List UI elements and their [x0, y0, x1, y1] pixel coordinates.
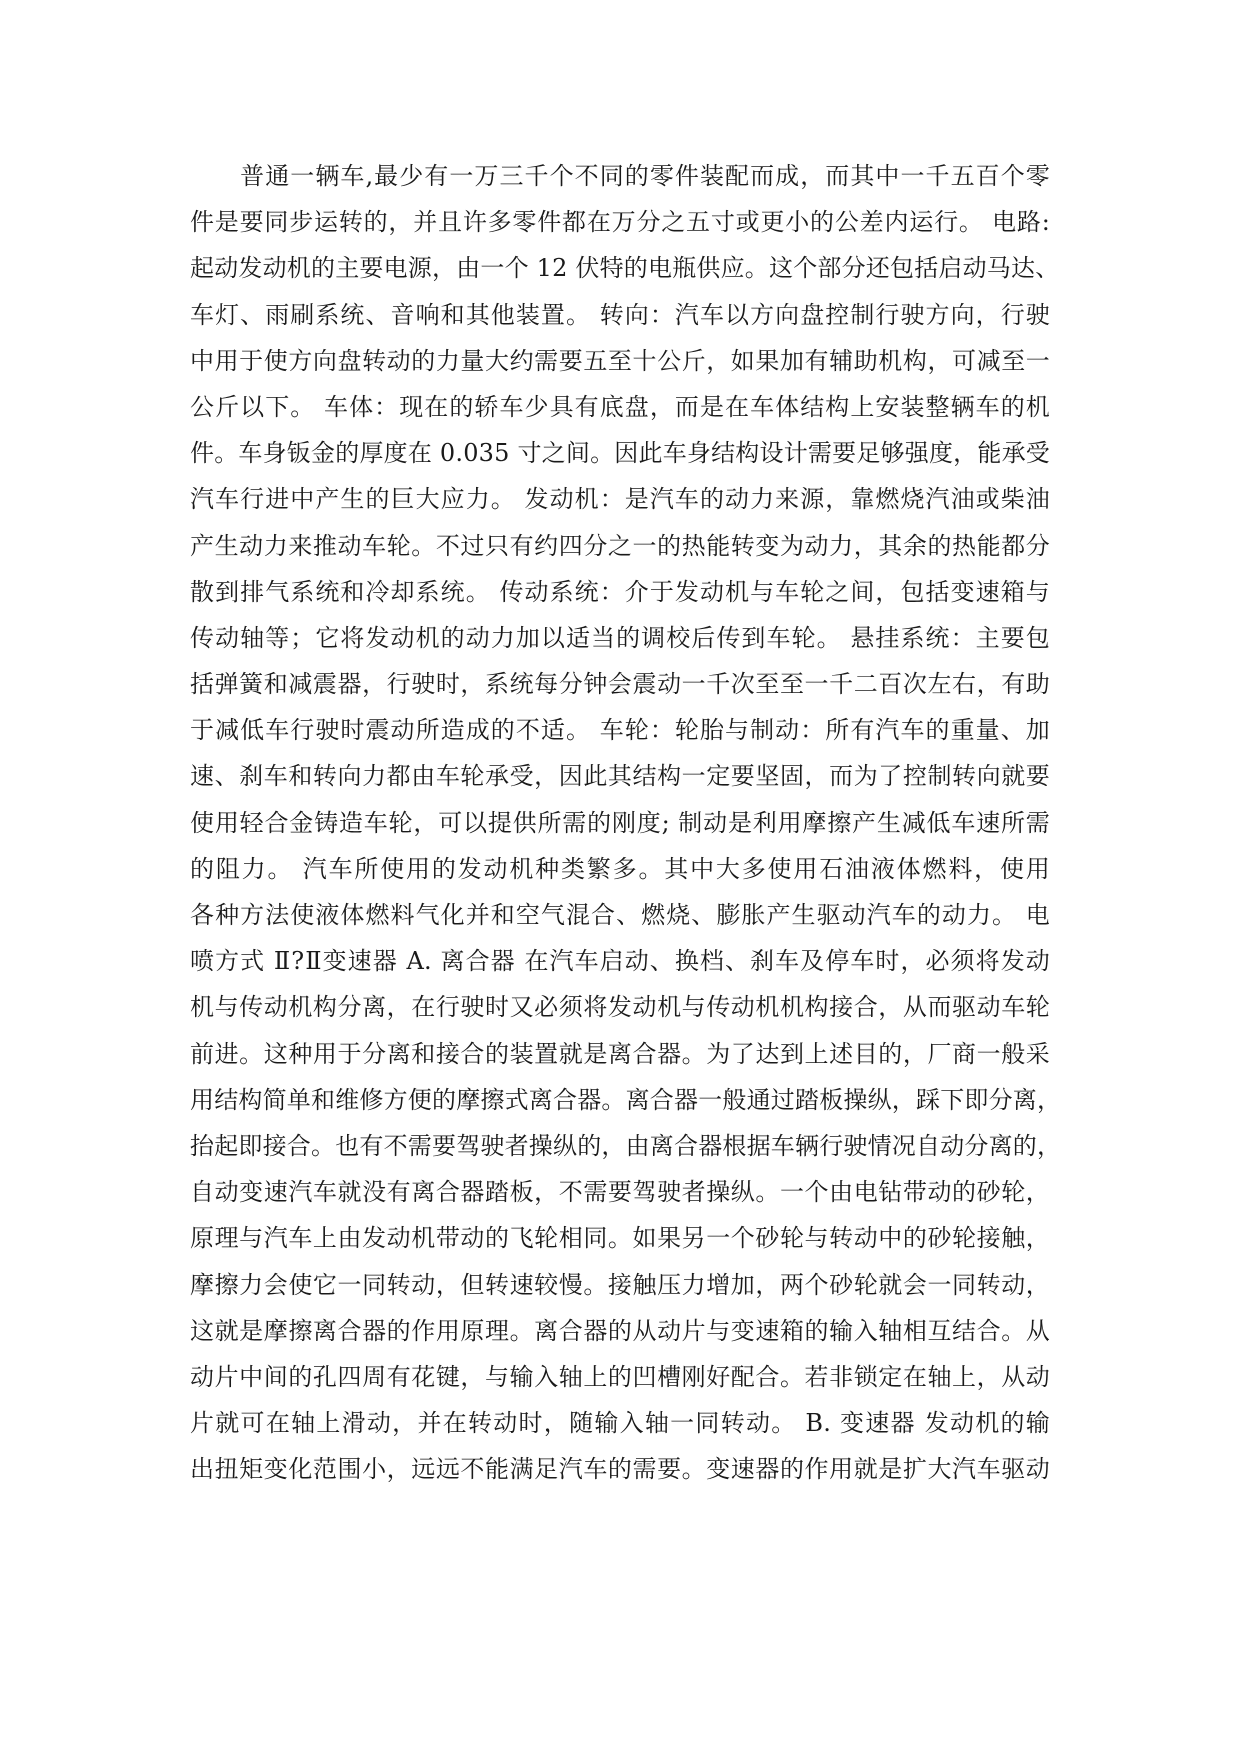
text-line: 出扭矩变化范围小，远远不能满足汽车的需要。变速器的作用就是扩大汽车驱动: [190, 1455, 1050, 1484]
text-line: 中用于使方向盘转动的力量大约需要五至十公斤，如果加有辅助机构，可减至一: [190, 346, 1050, 375]
text-line: 散到排气系统和冷却系统。 传动系统：介于发动机与车轮之间，包括变速箱与: [190, 577, 1050, 606]
text-line: 车灯、雨刷系统、音响和其他装置。 转向：汽车以方向盘控制行驶方向，行驶: [190, 300, 1050, 329]
text-line: 使用轻合金铸造车轮，可以提供所需的刚度; 制动是利用摩擦产生减低车速所需: [190, 808, 1050, 837]
text-line: 自动变速汽车就没有离合器踏板，不需要驾驶者操纵。一个由电钻带动的砂轮，: [190, 1178, 1050, 1207]
text-line: 起动发动机的主要电源，由一个 12 伏特的电瓶供应。这个部分还包括启动马达、: [190, 254, 1060, 283]
text-line: 传动轴等；它将发动机的动力加以适当的调校后传到车轮。 悬挂系统：主要包: [190, 623, 1050, 652]
text-line: 产生动力来推动车轮。不过只有约四分之一的热能转变为动力，其余的热能都分: [190, 531, 1050, 560]
text-line: 公斤以下。 车体：现在的轿车少具有底盘，而是在车体结构上安装整辆车的机: [190, 392, 1050, 421]
text-line: 普通一辆车,最少有一万三千个不同的零件装配而成，而其中一千五百个零: [190, 162, 1050, 190]
text-line: 括弹簧和减震器，行驶时，系统每分钟会震动一千次至至一千二百次左右，有助: [190, 670, 1050, 699]
text-line: 于减低车行驶时震动所造成的不适。 车轮：轮胎与制动：所有汽车的重量、加: [190, 716, 1050, 745]
text-line: 的阻力。 汽车所使用的发动机种类繁多。其中大多使用石油液体燃料，使用: [190, 854, 1050, 883]
text-line: 速、刹车和转向力都由车轮承受，因此其结构一定要坚固，而为了控制转向就要: [190, 762, 1050, 791]
text-line: 原理与汽车上由发动机带动的飞轮相同。如果另一个砂轮与转动中的砂轮接触，: [190, 1224, 1050, 1253]
text-line: 机与传动机构分离，在行驶时又必须将发动机与传动机机构接合，从而驱动车轮: [190, 993, 1050, 1022]
text-line: 用结构简单和维修方便的摩擦式离合器。离合器一般通过踏板操纵，踩下即分离，: [190, 1085, 1062, 1114]
text-line: 片就可在轴上滑动，并在转动时，随输入轴一同转动。 B. 变速器 发动机的输: [190, 1409, 1050, 1438]
text-line: 汽车行进中产生的巨大应力。 发动机：是汽车的动力来源，靠燃烧汽油或柴油: [190, 485, 1050, 514]
text-line: 喷方式 Ⅱ?Ⅱ变速器 A. 离合器 在汽车启动、换档、刹车及停车时，必须将发动: [190, 947, 1050, 976]
text-line: 各种方法使液体燃料气化并和空气混合、燃烧、膨胀产生驱动汽车的动力。 电: [190, 901, 1050, 929]
text-line: 前进。这种用于分离和接合的装置就是离合器。为了达到上述目的，厂商一般采: [190, 1039, 1050, 1068]
text-line: 件是要同步运转的，并且许多零件都在万分之五寸或更小的公差内运行。 电路:: [190, 208, 1050, 237]
text-line: 摩擦力会使它一同转动，但转速较慢。接触压力增加，两个砂轮就会一同转动，: [190, 1270, 1050, 1299]
text-line: 件。车身钣金的厚度在 0.035 寸之间。因此车身结构设计需要足够强度，能承受: [190, 439, 1050, 468]
text-line: 这就是摩擦离合器的作用原理。离合器的从动片与变速箱的输入轴相互结合。从: [190, 1316, 1050, 1345]
text-line: 动片中间的孔四周有花键，与输入轴上的凹槽刚好配合。若非锁定在轴上，从动: [190, 1362, 1050, 1391]
text-line: 抬起即接合。也有不需要驾驶者操纵的，由离合器根据车辆行驶情况自动分离的，: [190, 1131, 1062, 1160]
body-text: [190, 153, 1062, 1492]
